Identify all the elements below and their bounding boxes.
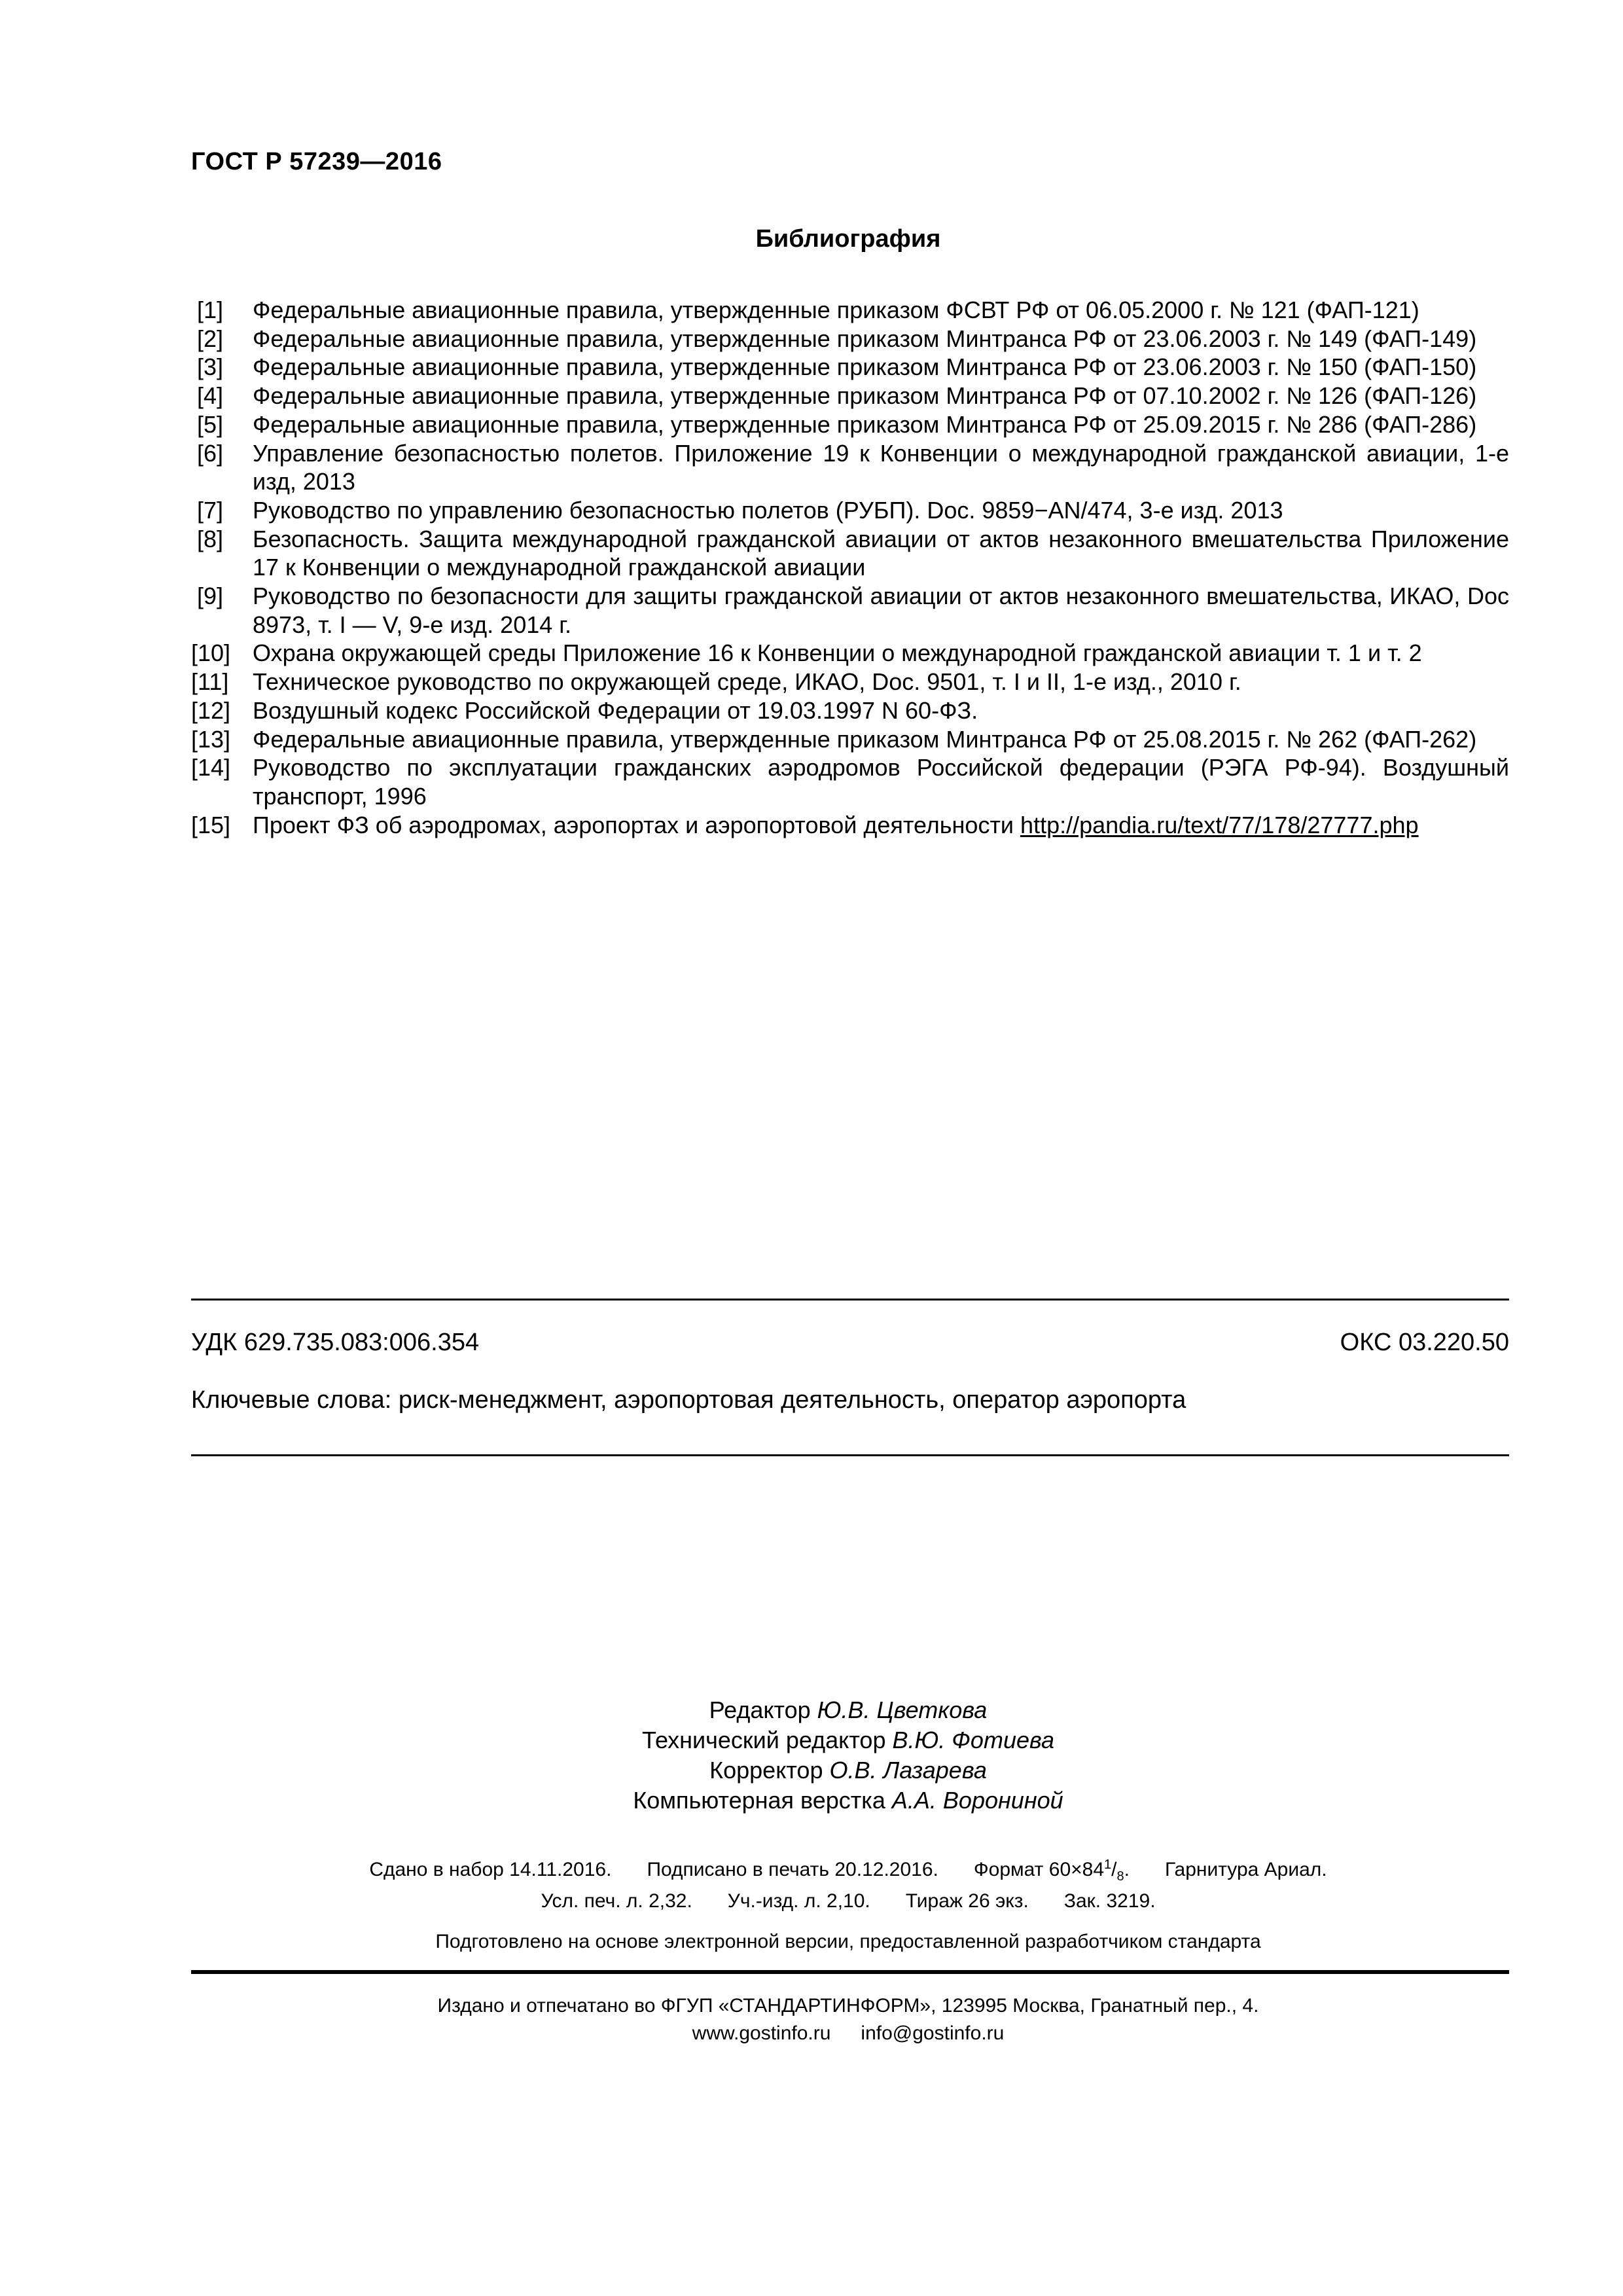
credit-name: А.А. Ворониной xyxy=(891,1787,1063,1814)
reference-number: [12] xyxy=(191,696,231,724)
bibliography-item xyxy=(191,696,1509,725)
bibliography-list xyxy=(191,296,1509,839)
credit-line xyxy=(0,1785,1623,1816)
reference-link[interactable]: http://pandia.ru/text/77/178/27777.php xyxy=(1020,811,1419,838)
bibliography-item xyxy=(191,639,1509,668)
imprint-line-1 xyxy=(0,1857,1623,1884)
bibliography-item xyxy=(191,353,1509,382)
bibliography-item xyxy=(191,753,1509,810)
circulation: Тираж 26 экз. xyxy=(905,1890,1029,1912)
bibliography-item xyxy=(191,525,1509,582)
reference-number: [14] xyxy=(191,754,231,781)
credit-name: В.Ю. Фотиева xyxy=(892,1727,1055,1753)
credit-name: Ю.В. Цветкова xyxy=(817,1696,988,1723)
print-sheets: Усл. печ. л. 2,32. xyxy=(541,1890,692,1912)
credit-name: О.В. Лазарева xyxy=(829,1757,987,1784)
reference-text: Безопасность. Защита международной гражданской авиации от актов незаконного вмешательства Приложение 17 к Конвенции о международной гражданской авиации xyxy=(253,525,1509,581)
signed-date: Подписано в печать 20.12.2016. xyxy=(647,1859,938,1880)
reference-text: Федеральные авиационные правила, утвержденные приказом Минтранса РФ от 25.09.2015 г. № 286 (ФАП-286) xyxy=(253,410,1477,438)
credit-role: Редактор xyxy=(709,1696,811,1723)
reference-number: [4] xyxy=(196,382,223,410)
reference-number: [6] xyxy=(196,439,223,467)
udk-code: УДК 629.735.083:006.354 xyxy=(191,1329,480,1356)
reference-text: Управление безопасностью полетов. Приложение 19 к Конвенции о международной гражданской авиации, 1-е изд, 2013 xyxy=(253,439,1509,495)
publisher-address: Издано и отпечатано во ФГУП «СТАНДАРТИНФОРМ», 123995 Москва, Гранатный пер., 4. xyxy=(437,1995,1259,2017)
reference-text: Техническое руководство по окружающей среде, ИКАО, Doc. 9501, т. I и II, 1-е изд., 2010 г. xyxy=(253,668,1241,696)
submitted-date: Сдано в набор 14.11.2016. xyxy=(369,1859,612,1880)
publisher-contacts xyxy=(0,2020,1623,2047)
paper-format: Формат $60\times 84^1/_8$. xyxy=(973,1857,1130,1884)
bibliography-item xyxy=(191,410,1509,439)
bibliography-item xyxy=(191,296,1509,325)
reference-number: [9] xyxy=(196,583,223,610)
bibliography-item xyxy=(191,382,1509,410)
reference-text: Федеральные авиационные правила, утвержденные приказом Минтранса РФ от 25.08.2015 г. № 262 (ФАП-262) xyxy=(253,725,1477,753)
credit-line xyxy=(0,1755,1623,1785)
credit-line xyxy=(0,1695,1623,1725)
credit-role: Компьютерная верстка xyxy=(633,1787,885,1814)
bibliography-item xyxy=(191,325,1509,353)
credit-role: Технический редактор xyxy=(641,1727,886,1753)
reference-text: Воздушный кодекс Российской Федерации от 19.03.1997 N 60-ФЗ. xyxy=(253,696,978,724)
oks-code: ОКС 03.220.50 xyxy=(1340,1329,1509,1356)
reference-number: [2] xyxy=(196,325,223,352)
divider-line xyxy=(191,1454,1509,1456)
order-number: Зак. 3219. xyxy=(1063,1890,1156,1912)
reference-number: [11] xyxy=(191,668,229,696)
reference-number: [10] xyxy=(191,639,231,667)
bibliography-title: Библиография xyxy=(755,225,941,253)
reference-number: [3] xyxy=(196,353,223,381)
editorial-credits xyxy=(0,1695,1623,1816)
imprint-note: Подготовлено на основе электронной версии, предоставленной разработчиком стандарта xyxy=(435,1931,1261,1952)
document-code: ГОСТ Р 57239—2016 xyxy=(191,148,442,175)
typeface: Гарнитура Ариал. xyxy=(1164,1859,1327,1880)
imprint-line-2 xyxy=(0,1890,1623,1912)
divider-line xyxy=(191,1299,1509,1300)
reference-number: [13] xyxy=(191,725,231,753)
reference-text xyxy=(253,811,1509,840)
publisher-email[interactable]: info@gostinfo.ru xyxy=(861,2022,1005,2044)
reference-number: [15] xyxy=(191,811,231,838)
publication-sheets: Уч.-изд. л. 2,10. xyxy=(727,1890,870,1912)
bibliography-item xyxy=(191,725,1509,754)
bibliography-item xyxy=(191,582,1509,639)
reference-text: Охрана окружающей среды Приложение 16 к Конвенции о международной гражданской авиации т. 1 и т. 2 xyxy=(253,639,1422,667)
reference-text: Руководство по управлению безопасностью полетов (РУБП). Doc. 9859−AN/474, 3-е изд. 2013 xyxy=(253,496,1283,524)
publisher-website[interactable]: www.gostinfo.ru xyxy=(692,2022,831,2044)
bibliography-item xyxy=(191,496,1509,525)
credit-line xyxy=(0,1725,1623,1755)
bibliography-item xyxy=(191,668,1509,696)
reference-number: [1] xyxy=(196,296,223,323)
reference-text-prefix: Проект ФЗ об аэродромах, аэропортах и аэропортовой деятельности xyxy=(253,811,1021,838)
reference-text: Федеральные авиационные правила, утвержденные приказом Минтранса РФ от 07.10.2002 г. № 126 (ФАП-126) xyxy=(253,382,1477,410)
keywords: Ключевые слова: риск-менеджмент, аэропортовая деятельность, оператор аэропорта xyxy=(191,1386,1186,1414)
reference-text: Федеральные авиационные правила, утвержденные приказом Минтранса РФ от 23.06.2003 г. № 150 (ФАП-150) xyxy=(253,353,1477,381)
bibliography-item xyxy=(191,439,1509,496)
reference-text: Федеральные авиационные правила, утвержденные приказом ФСВТ РФ от 06.05.2000 г. № 121 (ФАП-121) xyxy=(253,296,1419,323)
reference-text: Федеральные авиационные правила, утвержденные приказом Минтранса РФ от 23.06.2003 г. № 149 (ФАП-149) xyxy=(253,325,1477,352)
credit-role: Корректор xyxy=(709,1757,823,1784)
publisher-info xyxy=(0,1992,1623,2047)
divider-line-thick xyxy=(191,1970,1509,1974)
bibliography-item xyxy=(191,811,1509,840)
reference-number: [5] xyxy=(196,410,223,438)
reference-text: Руководство по эксплуатации гражданских аэродромов Российской федерации (РЭГА РФ-94). Воздушный транспорт, 1996 xyxy=(253,754,1509,810)
reference-text: Руководство по безопасности для защиты гражданской авиации от актов незаконного вмешательства, ИКАО, Doc 8973, т. I — V, 9-е изд. 2014 г. xyxy=(253,583,1509,638)
reference-number: [8] xyxy=(196,525,223,552)
reference-number: [7] xyxy=(196,496,223,524)
